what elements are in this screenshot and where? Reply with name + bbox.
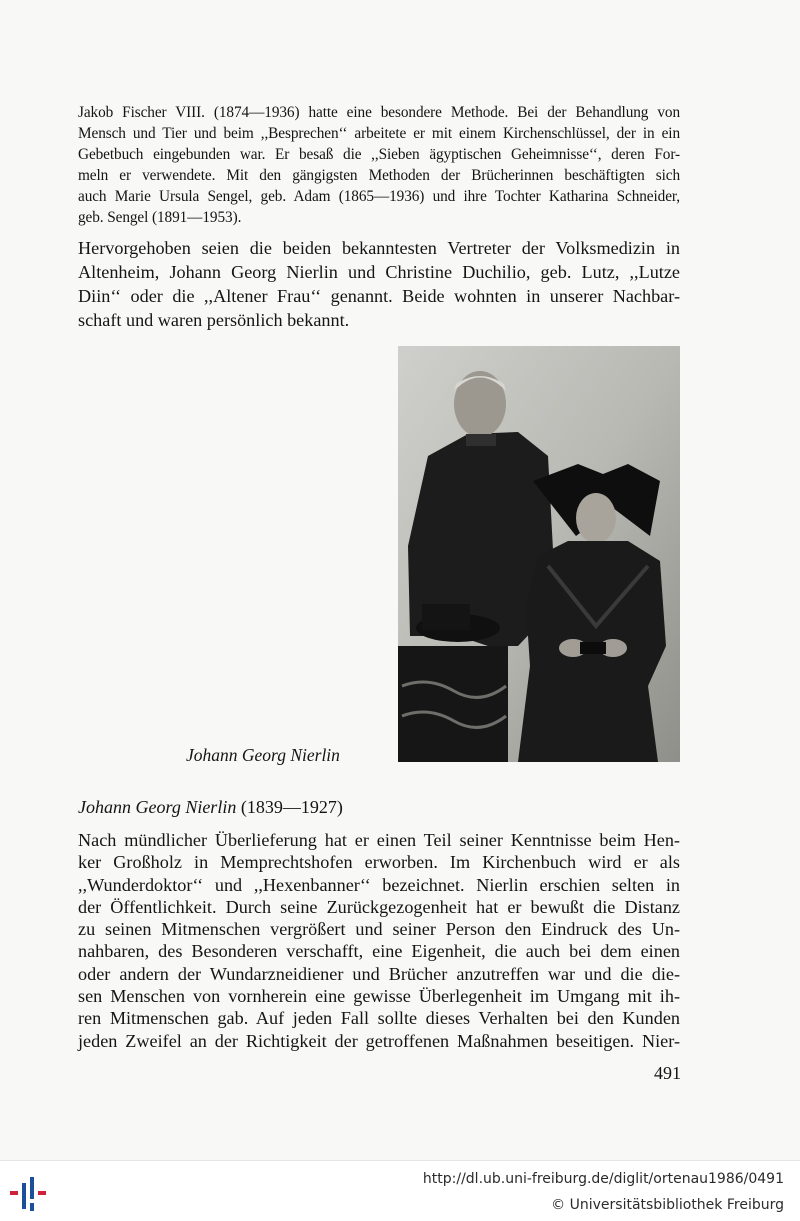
text-line: ,,Wunderdoktor‘‘ und ,,Hexenbanner‘‘ bezeichnet. Nierlin erschien selten in <box>78 874 680 895</box>
copyright-notice: © Universitätsbibliothek Freiburg <box>551 1197 784 1213</box>
ub-freiburg-logo-icon[interactable] <box>8 1171 52 1215</box>
portrait-photo <box>398 346 680 762</box>
intro-paragraph <box>78 102 680 228</box>
text-line: ren Mitmenschen gab. Auf jeden Fall sollte dieses Verhalten bei den Kunden <box>78 1008 680 1029</box>
text-line: nahbaren, des Besonderen verschafft, eine Eigenheit, die auch bei dem einen <box>78 941 680 962</box>
text-line: zu seinen Mitmenschen vergrößert und seiner Person den Eindruck des Un- <box>78 919 680 940</box>
section-heading <box>78 797 343 818</box>
text-line: Gebetbuch eingebunden war. Er besaß die ,,Sieben ägyptischen Geheimnisse‘‘, deren For- <box>78 146 680 163</box>
document-url-link[interactable]: http://dl.ub.uni-freiburg.de/diglit/ortenau1986/0491 <box>422 1171 784 1187</box>
text-line: oder andern der Wundarzneidiener und Brücher anzutreffen war und die die- <box>78 963 680 984</box>
text-line: sen Menschen von vornherein eine gewisse Überlegenheit im Umgang mit ih- <box>78 986 680 1007</box>
text-line: meln er verwendete. Mit den gängigsten Methoden der Brücherinnen beschäftigten sich <box>78 167 680 184</box>
section-heading-name: Johann Georg Nierlin <box>78 797 237 817</box>
second-paragraph <box>78 236 680 332</box>
portrait-photo-image <box>398 346 680 762</box>
text-line: Diin‘‘ oder die ,,Altener Frau‘‘ genannt. Beide wohnten in unserer Nachbar- <box>78 286 680 306</box>
viewer-footer <box>0 1160 800 1221</box>
text-line: Altenheim, Johann Georg Nierlin und Christine Duchilio, geb. Lutz, ,,Lutze <box>78 262 680 282</box>
photo-caption: Johann Georg Nierlin <box>186 745 340 765</box>
text-line: geb. Sengel (1891—1953). <box>78 209 242 226</box>
page-number: 491 <box>654 1063 681 1083</box>
body-paragraph <box>78 829 680 1052</box>
text-line: ker Großholz in Memprechtshofen erworben. Im Kirchenbuch wird er als <box>78 852 680 873</box>
text-line: Jakob Fischer VIII. (1874—1936) hatte eine besondere Methode. Bei der Behandlung von <box>78 104 680 121</box>
text-line: Hervorgehoben seien die beiden bekanntesten Vertreter der Volksmedizin in <box>78 238 680 258</box>
text-line: Nach mündlicher Überlieferung hat er einen Teil seiner Kenntnisse beim Hen- <box>78 830 680 850</box>
section-heading-years: (1839—1927) <box>236 797 343 817</box>
text-line: schaft und waren persönlich bekannt. <box>78 310 350 330</box>
text-line: auch Marie Ursula Sengel, geb. Adam (1865—1936) und ihre Tochter Katharina Schneider, <box>78 188 680 205</box>
text-line: jeden Zweifel an der Richtigkeit der getroffenen Maßnahmen beseitigen. Nier- <box>78 1030 680 1051</box>
text-line: Mensch und Tier und beim ,,Besprechen‘‘ arbeitete er mit einem Kirchenschlüssel, der in ein <box>78 125 680 142</box>
text-line: der Öffentlichkeit. Durch seine Zurückgezogenheit hat er bewußt die Distanz <box>78 896 680 917</box>
